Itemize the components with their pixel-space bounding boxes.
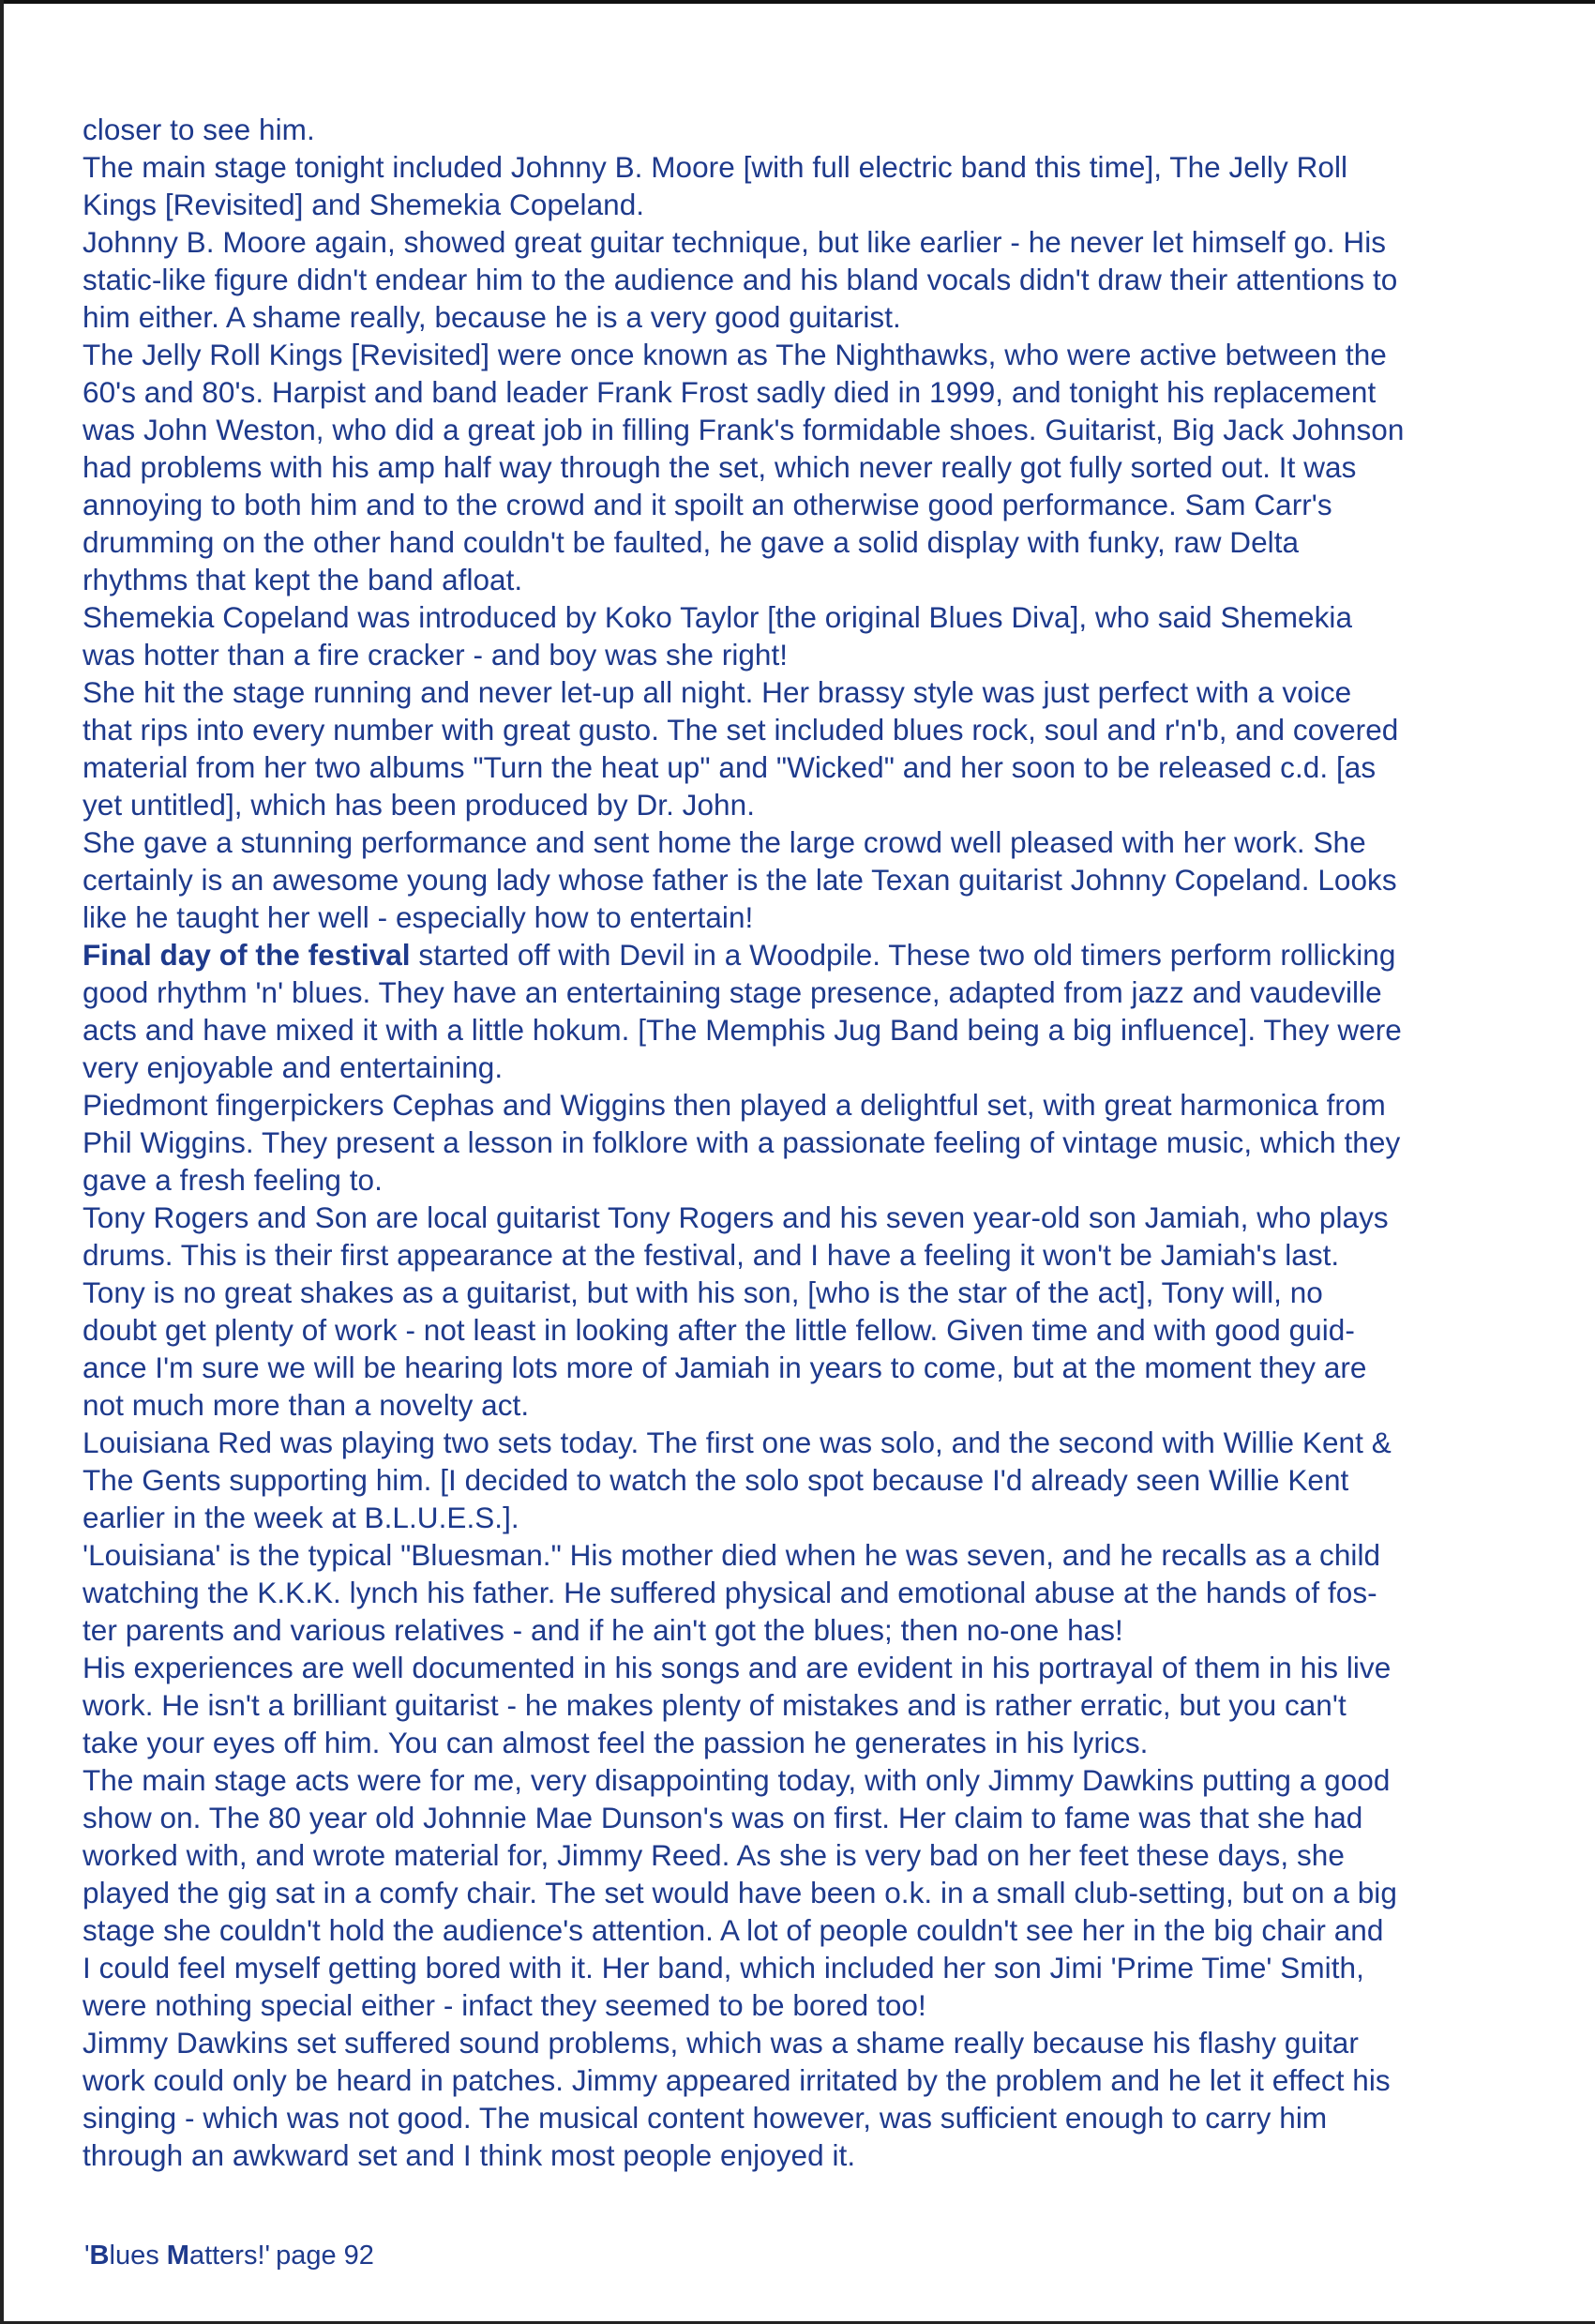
article-line: She hit the stage running and never let-up all night. Her brassy style was just perfect with a voice (83, 675, 1352, 709)
article-line (83, 936, 1512, 973)
article-line: drums. This is their first appearance at the festival, and I have a feeling it won't be Jamiah's last. (83, 1238, 1340, 1272)
article-line: gave a fresh feeling to. (83, 1163, 383, 1197)
article-line: through an awkward set and I think most people enjoyed it. (83, 2138, 856, 2172)
article-line: closer to see him. (83, 113, 315, 146)
article-line: very enjoyable and entertaining. (83, 1050, 504, 1084)
article-line: The main stage acts were for me, very disappointing today, with only Jimmy Dawkins putting a good (83, 1763, 1391, 1797)
article-line: singing - which was not good. The musical content however, was sufficient enough to carry him (83, 2101, 1328, 2135)
page-footer (84, 2239, 374, 2272)
article-line: rhythms that kept the band afloat. (83, 563, 523, 596)
article-line: Johnny B. Moore again, showed great guitar technique, but like earlier - he never let himself go. His (83, 225, 1387, 259)
article-line: was John Weston, who did a great job in filling Frank's formidable shoes. Guitarist, Big Jack Johnson (83, 413, 1405, 446)
article-line: Tony is no great shakes as a guitarist, but with his son, [who is the star of the act], Tony will, no (83, 1275, 1323, 1309)
article-line: take your eyes off him. You can almost feel the passion he generates in his lyrics. (83, 1726, 1149, 1759)
article-line: static-like figure didn't endear him to the audience and his bland vocals didn't draw their attentions to (83, 263, 1398, 296)
scan-border-top (0, 0, 1595, 4)
page-number: page 92 (276, 2241, 374, 2271)
article-line: stage she couldn't hold the audience's attention. A lot of people couldn't see her in the big chair and (83, 1913, 1384, 1947)
article-line: I could feel myself getting bored with it. Her band, which included her son Jimi 'Prime Time' Smith, (83, 1951, 1364, 1984)
scan-border-left (0, 0, 4, 2324)
article-line: were nothing special either - infact they seemed to be bored too! (83, 1988, 926, 2022)
article-line: Jimmy Dawkins set suffered sound problems, which was a shame really because his flashy guitar (83, 2026, 1359, 2060)
article-line: The Jelly Roll Kings [Revisited] were once known as The Nighthawks, who were active between the (83, 338, 1387, 371)
article-line: drumming on the other hand couldn't be faulted, he gave a solid display with funky, raw Delta (83, 525, 1300, 559)
article-line: Louisiana Red was playing two sets today. The first one was solo, and the second with Willie Kent & (83, 1426, 1392, 1459)
article-line: annoying to both him and to the crowd and it spoilt an otherwise good performance. Sam Carr's (83, 488, 1332, 521)
article-line: ance I'm sure we will be hearing lots more of Jamiah in years to come, but at the moment they are (83, 1351, 1367, 1384)
article-line: played the gig sat in a comfy chair. The set would have been o.k. in a small club-setting, but on a big (83, 1876, 1397, 1909)
article-line: had problems with his amp half way through the set, which never really got fully sorted out. It was (83, 450, 1357, 484)
article-line: was hotter than a fire cracker - and boy was she right! (83, 638, 789, 672)
article-line: Kings [Revisited] and Shemekia Copeland. (83, 188, 645, 221)
article-line: Piedmont fingerpickers Cephas and Wiggins then played a delightful set, with great harmonica from (83, 1088, 1386, 1122)
article-line: not much more than a novelty act. (83, 1388, 530, 1422)
article-line: His experiences are well documented in his songs and are evident in his portrayal of them in his live (83, 1651, 1392, 1684)
article-line: earlier in the week at B.L.U.E.S.]. (83, 1501, 519, 1534)
article-line: Tony Rogers and Son are local guitarist Tony Rogers and his seven year-old son Jamiah, who plays (83, 1200, 1389, 1234)
article-line: acts and have mixed it with a little hokum. [The Memphis Jug Band being a big influence]. They were (83, 1013, 1402, 1047)
article-line: 'Louisiana' is the typical "Bluesman." His mother died when he was seven, and he recalls as a child (83, 1538, 1381, 1572)
article-line: show on. The 80 year old Johnnie Mae Dunson's was on first. Her claim to fame was that she had (83, 1801, 1363, 1834)
article-line: certainly is an awesome young lady whose father is the late Texan guitarist Johnny Copeland. Looks (83, 863, 1397, 897)
article-line: him either. A shame really, because he is a very good guitarist. (83, 300, 901, 334)
article-line: ter parents and various relatives - and if he ain't got the blues; then no-one has! (83, 1613, 1123, 1647)
article-line: Shemekia Copeland was introduced by Koko Taylor [the original Blues Diva], who said Shemekia (83, 600, 1353, 634)
article-line: doubt get plenty of work - not least in looking after the little fellow. Given time and with good guid- (83, 1313, 1355, 1347)
article-line: material from her two albums "Turn the heat up" and "Wicked" and her soon to be released c.d. [as (83, 750, 1377, 784)
article-body (83, 111, 1512, 2174)
article-line: watching the K.K.K. lynch his father. He suffered physical and emotional abuse at the hands of fos- (83, 1576, 1377, 1609)
article-line: The Gents supporting him. [I decided to watch the solo spot because I'd already seen Willie Kent (83, 1463, 1349, 1497)
article-line: that rips into every number with great gusto. The set included blues rock, soul and r'n'b, and covered (83, 713, 1399, 747)
article-line: The main stage tonight included Johnny B. Moore [with full electric band this time], The Jelly Roll (83, 150, 1348, 184)
magazine-title: 'Blues Matters!' (84, 2241, 271, 2271)
article-line: Phil Wiggins. They present a lesson in folklore with a passionate feeling of vintage music, which they (83, 1125, 1401, 1159)
article-line: good rhythm 'n' blues. They have an entertaining stage presence, adapted from jazz and vaudeville (83, 975, 1382, 1009)
article-line: like he taught her well - especially how to entertain! (83, 900, 754, 934)
article-line: 60's and 80's. Harpist and band leader Frank Frost sadly died in 1999, and tonight his replacement (83, 375, 1377, 409)
article-line: work. He isn't a brilliant guitarist - he makes plenty of mistakes and is rather erratic, but you can't (83, 1688, 1347, 1722)
article-line: yet untitled], which has been produced by Dr. John. (83, 788, 755, 822)
section-lead-in: Final day of the festival (83, 938, 411, 972)
line-text: started off with Devil in a Woodpile. These two old timers perform rollicking (410, 938, 1396, 972)
article-line: She gave a stunning performance and sent home the large crowd well pleased with her work. She (83, 825, 1366, 859)
article-line: worked with, and wrote material for, Jimmy Reed. As she is very bad on her feet these days, she (83, 1838, 1345, 1872)
article-line: work could only be heard in patches. Jimmy appeared irritated by the problem and he let it effect his (83, 2063, 1391, 2097)
